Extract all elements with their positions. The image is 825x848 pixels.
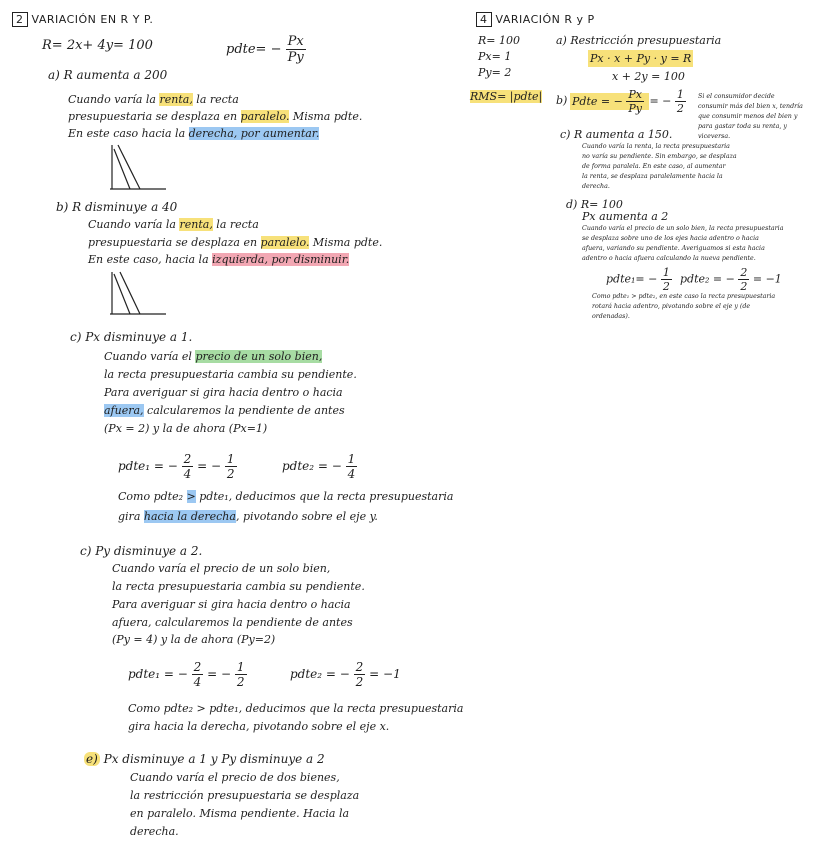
item-a-line2: presupuestaria se desplaza en paralelo. Misma pdte. [68,110,363,123]
budget-equation: R= 2x+ 4y= 100 [42,38,153,53]
item-c-py-line7: gira hacia la derecha, pivotando sobre el eje x. [128,720,390,733]
item-c-px-slope2: pdte₂ = − $\frac{1}{4}$ [282,452,356,481]
right-d-slope2: pdte₂ = − $\frac{2}{2}$ = −1 [680,266,782,293]
item-c-px-line2: la recta presupuestaria cambia su pendiente. [104,368,357,381]
right-a-eq2: x + 2y = 100 [612,70,685,83]
right-d-text: Cuando varía el precio de un solo bien, la recta presupuestaria se desplaza sobre uno de los ejes hacia adentro o hacia afuera, variando su pendiente. Averiguamos si esta hacia adentro o hacia afuera calculando la nueva pendiente. [582,225,784,262]
exercise-4-title-text: VARIACIÓN R y P [495,13,595,26]
right-b-note: Si el consumidor decide consumir más del bien x, tendría que consumir menos del bien y para gastar toda su renta, y viceversa. [698,93,803,140]
item-b-heading: b) R disminuye a 40 [56,200,178,214]
item-c-px-line4: afuera, calcularemos la pendiente de antes [104,404,345,417]
item-a-heading: a) R aumenta a 200 [48,68,168,82]
given-py: Py= 2 [478,66,512,79]
item-a-line3: En este caso hacia la derecha, por aumentar. [68,127,320,140]
right-d-heading: d) R= 100 [566,198,623,211]
item-c-px-line3: Para averiguar si gira hacia dentro o hacia [104,386,343,399]
right-d-conclusion: Como pdte₁ > pdte₂, en este caso la recta presupuestaria rotará hacia adentro, pivotando sobre el eje y (de ordenadas). [592,293,776,320]
right-d-heading2: Px aumenta a 2 [582,210,669,223]
item-c-px-line6: Como pdte₂ > pdte₁, deducimos que la recta presupuestaria [118,490,454,503]
given-px: Px= 1 [478,50,512,63]
exercise-title-text: VARIACIÓN EN R Y P. [31,13,154,26]
sketch-shift-left [108,270,168,318]
item-c-py-line4: afuera, calcularemos la pendiente de antes [112,616,353,629]
exercise-2-title [12,13,153,26]
right-b-slope: Pdte = − $\frac{Px}{Py}$ = − $\frac{1}{2}$ [572,88,684,115]
item-c-py-line5: (Py = 4) y la de ahora (Py=2) [112,633,276,646]
exercise-4-number: 4 [476,12,492,27]
exercise-4-title [476,13,595,26]
item-c-py-line2: la recta presupuestaria cambia su pendiente. [112,580,365,593]
right-a-heading: a) Restricción presupuestaria [556,34,722,47]
item-c-py-slope2: pdte₂ = − $\frac{2}{2}$ = −1 [290,660,401,689]
item-c-py-slope1: pdte₁ = − $\frac{2}{4}$ = − $\frac{1}{2}$ [128,660,245,689]
item-c-px-slope1: pdte₁ = − $\frac{2}{4}$ = − $\frac{1}{2}$ [118,452,235,481]
item-c-py-line3: Para averiguar si gira hacia dentro o hacia [112,598,351,611]
exercise-number: 2 [12,12,28,27]
right-c-heading: c) R aumenta a 150. [560,128,673,141]
item-c-px-line1: Cuando varía el precio de un solo bien, [104,350,323,363]
item-b-line2: presupuestaria se desplaza en paralelo. Misma pdte. [88,236,383,249]
item-b-line1: Cuando varía la renta, la recta [88,218,259,231]
sketch-shift-right [108,143,168,193]
item-b-line3: En este caso, hacia la izquierda, por disminuir. [88,253,350,266]
slope-label: pdte= − [226,42,282,57]
right-c-text: Cuando varía la renta, la recta presupuestaria no varía su pendiente. Sin embargo, se desplaza de forma paralela. En este caso, al aumentar la renta, se desplaza paralelamente hacia la derecha. [582,143,737,190]
item-c-py-heading: c) Py disminuye a 2. [80,544,203,558]
right-b-label: b) [556,94,568,107]
given-r: R= 100 [478,34,520,47]
item-c-py-line6: Como pdte₂ > pdte₁, deducimos que la recta presupuestaria [128,702,464,715]
item-a-line1: Cuando varía la renta, la recta [68,93,239,106]
rms-formula: RMS= |pdte| [470,90,543,103]
item-e-line1: Cuando varía el precio de dos bienes, [130,771,340,784]
item-c-px-heading: c) Px disminuye a 1. [70,330,193,344]
item-c-py-line1: Cuando varía el precio de un solo bien, [112,562,331,575]
slope-fraction: $\frac{Px}{Py}$ [287,34,304,65]
item-e-line4: derecha. [130,825,179,838]
item-e-heading: e) Px disminuye a 1 y Py disminuye a 2 [86,752,325,766]
item-c-px-line5: (Px = 2) y la de ahora (Px=1) [104,422,268,435]
item-e-line3: en paralelo. Misma pendiente. Hacia la [130,807,350,820]
slope-formula [226,34,306,65]
item-e-line2: la restricción presupuestaria se desplaza [130,789,360,802]
item-c-px-line7: gira hacia la derecha, pivotando sobre el eje y. [118,510,378,523]
right-d-slope1: pdte₁= − $\frac{1}{2}$ [606,266,670,293]
right-a-eq1: Px · x + Py · y = R [590,52,692,65]
